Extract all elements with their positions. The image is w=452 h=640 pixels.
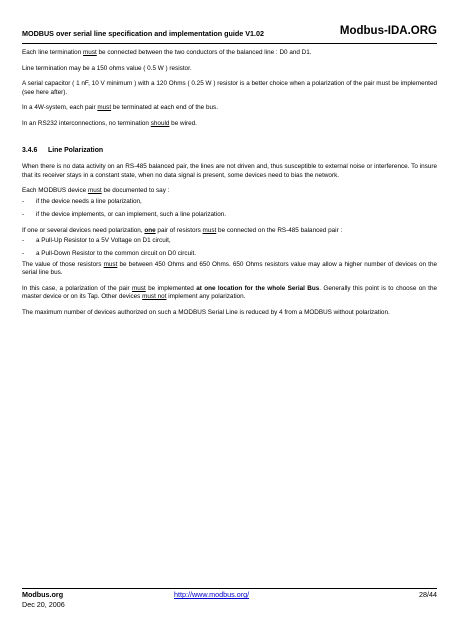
dash-bullet: - <box>22 198 25 206</box>
footer-date: Dec 20, 2006 <box>22 600 65 609</box>
emphasis-one: one <box>144 226 156 234</box>
emphasis-must: must <box>83 49 97 56</box>
emphasis-must: must <box>103 261 118 269</box>
footer-organization: Modbus.org <box>22 590 64 599</box>
text-run: In an RS232 interconnections, no termination <box>22 120 151 128</box>
document-body <box>22 49 437 325</box>
text-run: The value of those resistors <box>22 261 104 269</box>
list-item <box>22 198 437 206</box>
emphasis-must: must <box>87 187 102 195</box>
text-run: In a 4W-system, each pair <box>22 104 98 112</box>
emphasis-must: must <box>202 226 217 234</box>
emphasis-must: must <box>97 104 112 112</box>
header-divider <box>22 43 437 44</box>
paragraph-max-devices: The maximum number of devices authorized on such a MODBUS Serial Line is reduced by 4 from a MODBUS without polarization. <box>22 309 390 317</box>
emphasis-must-not: must not <box>142 293 167 301</box>
list-item <box>22 237 437 245</box>
paragraph-no-data-activity: When there is no data activity on an RS-485 balanced pair, the lines are not driven and, thus susceptible to external noise or interference. To insure that its receiver stays in a constant state, when no data signal is present, some devices need to bias the network. <box>22 163 437 179</box>
list-item <box>22 250 437 258</box>
text-run: be documented to say : <box>101 187 170 195</box>
section-title: Line Polarization <box>48 147 104 155</box>
document-title: MODBUS over serial line specification and implementation guide V1.02 <box>22 29 265 38</box>
emphasis-must: must <box>131 285 146 293</box>
footer-divider <box>22 588 437 589</box>
paragraph-serial-capacitor: A serial capacitor ( 1 nF, 10 V minimum ) with a 120 Ohms ( 0.25 W ) resistor is a better choice when a polarization of the pair must be implemented (see here after). <box>22 80 437 96</box>
paragraph-polarization-location <box>22 285 437 301</box>
paragraph-4w-system <box>22 104 437 112</box>
page-header <box>22 23 437 43</box>
text-run: . Generally this point is to choose on the master device or on its Tap. Other devices <box>22 285 437 301</box>
dash-bullet: - <box>22 237 25 245</box>
text-run: pair of resistors <box>155 226 203 234</box>
text-run: be connected on the RS-485 balanced pair : <box>216 226 343 234</box>
paragraph-line-termination <box>22 49 437 57</box>
text-run: Each MODBUS device <box>22 187 88 195</box>
paragraph-rs232 <box>22 120 437 128</box>
list-item-text: a Pull-Down Resistor to the common circuit on D0 circuit. <box>36 250 197 258</box>
text-run: be connected between the two conductors of the balanced line : D0 and D1. <box>96 49 312 56</box>
paragraph-resistor-value: Line termination may be a 150 ohms value ( 0.5 W ) resistor. <box>22 64 192 72</box>
section-number: 3.4.6 <box>22 147 38 155</box>
text-run: be between 450 Ohms and 650 Ohms. 650 Ohms resistors value may allow a higher number of devices on the serial line bus. <box>22 261 437 277</box>
list-item-text: if the device needs a line polarization, <box>36 198 142 206</box>
emphasis-bold: at one location for the whole Serial Bus <box>196 285 320 293</box>
dash-bullet: - <box>22 210 25 218</box>
text-run: be implemented <box>145 285 197 293</box>
footer-url-link[interactable]: http://www.modbus.org/ <box>174 590 250 599</box>
page-number: 28/44 <box>419 590 437 599</box>
list-item-text: if the device implements, or can implement, such a line polarization. <box>36 210 227 218</box>
text-run: In this case, a polarization of the pair <box>22 285 132 293</box>
paragraph-polarization-need <box>22 227 437 235</box>
organization-logo-text: Modbus-IDA.ORG <box>339 25 437 37</box>
paragraph-resistor-range <box>22 261 437 277</box>
paragraph-documented <box>22 187 437 195</box>
text-run: If one or several devices need polarization, <box>22 226 145 234</box>
list-item <box>22 211 437 219</box>
text-run: Each line termination <box>22 49 84 56</box>
list-item-text: a Pull-Up Resistor to a 5V Voltage on D1 circuit, <box>36 237 171 245</box>
emphasis-should: should <box>150 120 170 128</box>
dash-bullet: - <box>22 250 25 258</box>
text-run: implement any polarization. <box>166 293 246 301</box>
text-run: be terminated at each end of the bus. <box>111 104 218 112</box>
section-heading <box>22 147 437 155</box>
page-footer <box>22 590 437 620</box>
text-run: be wired. <box>169 120 197 128</box>
